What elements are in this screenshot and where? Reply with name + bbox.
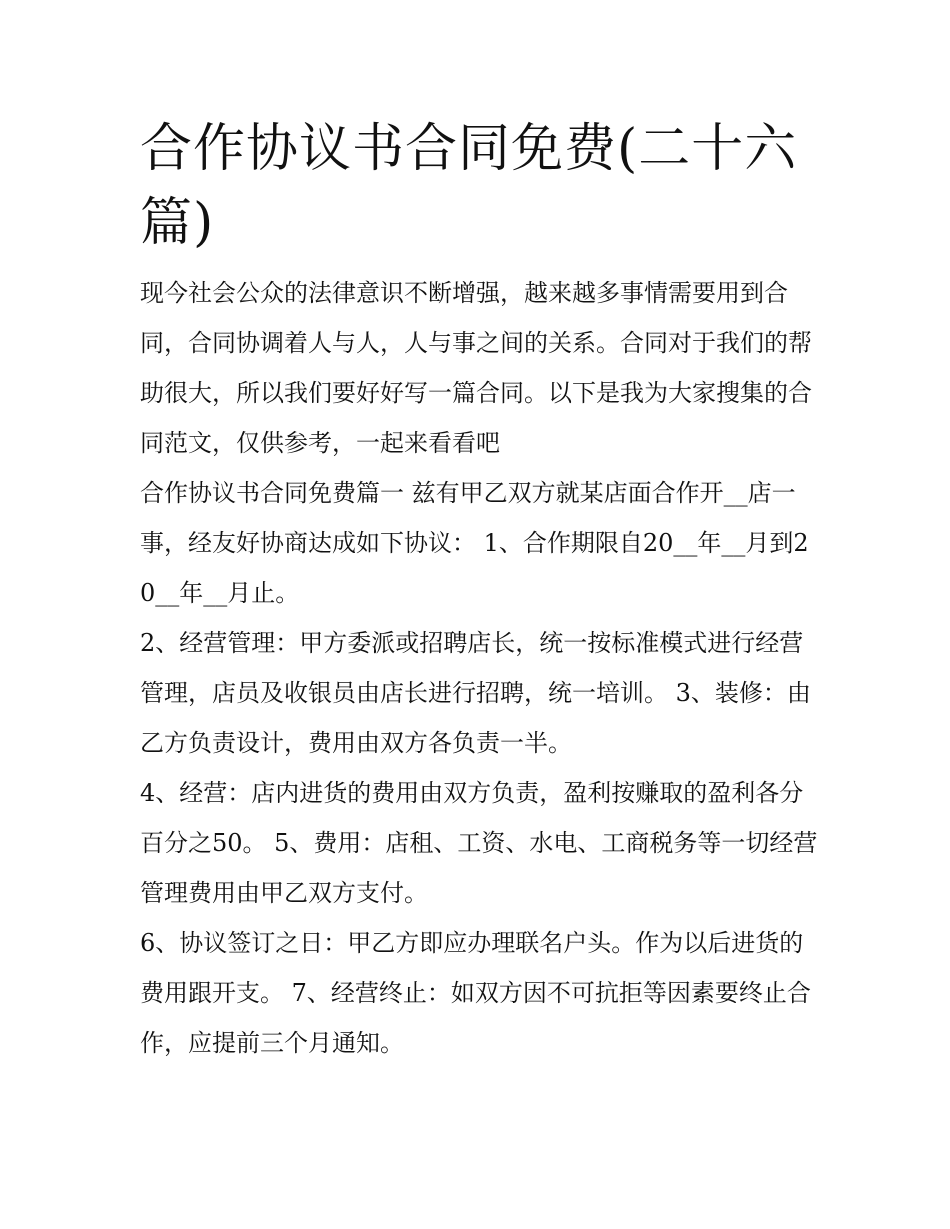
paragraph-1: 合作协议书合同免费篇一 兹有甲乙双方就某店面合作开__店一事，经友好协商达成如下协议： 1、合作期限自20__年__月到20__年__月止。 <box>140 479 809 607</box>
paragraph-intro: 现今社会公众的法律意识不断增强，越来越多事情需要用到合同，合同协调着人与人，人与事之间的关系。合同对于我们的帮助很大，所以我们要好好写一篇合同。以下是我为大家搜集的合同范文，仅供参考，一起来看看吧 <box>140 279 812 457</box>
paragraph-3: 4、经营：店内进货的费用由双方负责，盈利按赚取的盈利各分百分之50。 5、费用：店租、工资、水电、工商税务等一切经营管理费用由甲乙双方支付。 <box>140 779 818 907</box>
document-body <box>140 112 820 1068</box>
paragraph-4: 6、协议签订之日：甲乙方即应办理联名户头。作为以后进货的费用跟开支。 7、经营终止：如双方因不可抗拒等因素要终止合作，应提前三个月通知。 <box>140 929 811 1057</box>
document-title: 合作协议书合同免费(二十六篇) <box>140 119 798 253</box>
paragraph-2: 2、经营管理：甲方委派或招聘店长，统一按标准模式进行经营管理，店员及收银员由店长进行招聘，统一培训。 3、装修：由乙方负责设计，费用由双方各负责一半。 <box>140 629 811 757</box>
